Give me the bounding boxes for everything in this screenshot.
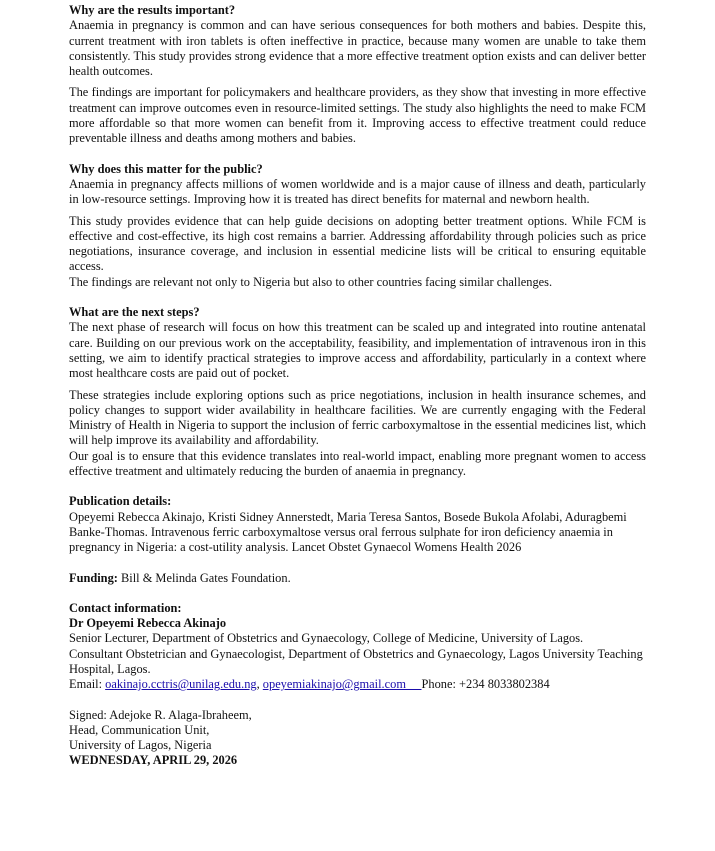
- signature-line-3: University of Lagos, Nigeria: [69, 738, 212, 753]
- next-steps-paragraph-1: The next phase of research will focus on how this treatment can be scaled up and integrated into routine antenatal care. Building on our previous work on the acceptability, feasibility, and implementation of intravenous iron in this setting, we aim to identify practical strategies to improve access and affordability, particularly in a context where most healthcare costs are paid out of pocket.: [69, 320, 646, 381]
- public-paragraph-1: Anaemia in pregnancy affects millions of women worldwide and is a major cause of illness and death, particularly in low-resource settings. Improving how it is treated has direct benefits for maternal and newborn health.: [69, 176, 646, 207]
- contact-position-2: Consultant Obstetrician and Gynaecologist, Department of Obstetrics and Gynaecology, Lagos University Teaching Hospital, Lagos.: [69, 646, 643, 676]
- contact-phone: Phone: +234 8033802384: [421, 677, 550, 692]
- email-link-trailing-space: [406, 677, 422, 691]
- email-separator: ,: [256, 677, 263, 692]
- contact-email-line: [69, 677, 646, 692]
- section-heading-results: Why are the results important?: [69, 3, 236, 17]
- release-date: WEDNESDAY, APRIL 29, 2026: [69, 753, 238, 768]
- publication-citation: Opeyemi Rebecca Akinajo, Kristi Sidney Annerstedt, Maria Teresa Santos, Bosede Bukola Afolabi, Aduragbemi Banke-Thomas. Intravenous ferric carboxymaltose versus oral ferrous sulphate for iron deficiency anaemia in pregnancy in Nigeria: a cost-utility analysis. Lancet Obstet Gynaecol Womens Health 2026: [69, 509, 627, 555]
- contact-name: Dr Opeyemi Rebecca Akinajo: [69, 616, 227, 631]
- results-paragraph-1: Anaemia in pregnancy is common and can have serious consequences for both mothers and babies. Despite this, current treatment with iron tablets is often ineffective in practice, because many women are unable to take them consistently. This study provides strong evidence that a more effective treatment option exists and can deliver better health outcomes.: [69, 18, 646, 79]
- signature-line-1: Signed: Adejoke R. Alaga-Ibraheem,: [69, 707, 252, 722]
- funding-label: Funding:: [69, 570, 118, 585]
- next-steps-paragraph-3: Our goal is to ensure that this evidence translates into real-world impact, enabling more pregnant women to access effective treatment and ultimately reducing the burden of anaemia in pregnancy.: [69, 448, 646, 479]
- public-paragraph-3: The findings are relevant not only to Nigeria but also to other countries facing similar challenges.: [69, 274, 553, 289]
- section-heading-next-steps: What are the next steps?: [69, 305, 200, 320]
- section-heading-public: Why does this matter for the public?: [69, 161, 263, 176]
- next-steps-paragraph-2: These strategies include exploring options such as price negotiations, inclusion in health insurance schemes, and policy changes to support wider availability in healthcare facilities. We are currently engaging with the Federal Ministry of Health in Nigeria to support the inclusion of ferric carboxymaltose in the essential medicines list, which will help improve its availability and affordability.: [69, 387, 646, 448]
- signature-line-2: Head, Communication Unit,: [69, 722, 210, 737]
- public-paragraph-2: This study provides evidence that can help guide decisions on adopting better treatment options. While FCM is effective and cost-effective, its high cost remains a barrier. Addressing affordability through policies such as price negotiations, insurance coverage, and inclusion in essential medicine lists will be critical to ensuring equitable access.: [69, 213, 646, 274]
- document-page: [69, 3, 646, 769]
- contact-position-1: Senior Lecturer, Department of Obstetrics and Gynaecology, College of Medicine, University of Lagos.: [69, 631, 584, 646]
- email-link-unilag[interactable]: oakinajo.cctris@unilag.edu.ng: [105, 677, 257, 692]
- section-heading-contact: Contact information:: [69, 600, 182, 615]
- email-label: Email:: [69, 677, 106, 692]
- funding-line: [69, 571, 646, 586]
- funding-value: Bill & Melinda Gates Foundation.: [117, 570, 291, 585]
- section-heading-publication: Publication details:: [69, 494, 172, 509]
- results-paragraph-2: The findings are important for policymakers and healthcare providers, as they show that investing in more effective treatment can improve outcomes even in resource-limited settings. The study also highlights the need to make FCM more affordable so that more women can benefit from it. Improving access to effective treatment could reduce preventable illness and deaths among mothers and babies.: [69, 85, 646, 146]
- email-link-gmail[interactable]: opeyemiakinajo@gmail.com: [262, 677, 406, 692]
